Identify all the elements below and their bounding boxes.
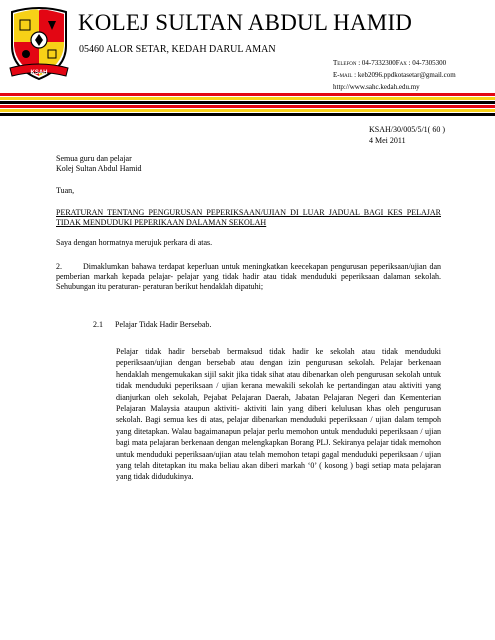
- reference-block: [369, 124, 445, 146]
- email-line: [333, 69, 456, 81]
- section-2-1-number: 2.1: [93, 320, 103, 329]
- letterhead-stripes: [0, 93, 495, 117]
- letterhead-stripe: [0, 101, 495, 104]
- paragraph-2-text: Dimaklumkan bahawa terdapat keperluan untuk meningkatkan keecekapan pengurusan peperiksaan/ujian dan pemberian markah kepada pelajar- pelajar yang tidak hadir atau tidak menduduki peperiksaan dalaman sekolah. Sehubungan itu peraturan- peraturan berikut hendaklah dipatuhi;: [56, 262, 441, 291]
- phone-fax-line: [333, 57, 456, 69]
- email-label: E-mail: [333, 71, 353, 79]
- letterhead-stripe: [0, 113, 495, 116]
- section-2-1-title: Pelajar Tidak Hadir Bersebab.: [115, 320, 212, 329]
- recipient-line-2: Kolej Sultan Abdul Hamid: [56, 164, 142, 173]
- letterhead-stripe: [0, 109, 495, 112]
- telefon-value: : 04-7332300: [356, 59, 396, 67]
- email-value: : keb2096.ppdkotasetar@gmail.com: [352, 71, 456, 79]
- letterhead-stripe: [0, 93, 495, 96]
- telefon-label: Telefon: [333, 59, 357, 67]
- fax-label: Fax: [395, 59, 407, 67]
- school-crest-logo: [8, 6, 70, 82]
- reference-number: KSAH/30/005/5/1( 60 ): [369, 125, 445, 134]
- website-line: http://www.sahc.kedah.edu.my: [333, 83, 420, 91]
- fax-value: : 04-7305300: [406, 59, 447, 67]
- letterhead-stripe: [0, 105, 495, 108]
- paragraph-2: [56, 262, 441, 292]
- contact-details: [333, 57, 456, 93]
- school-name: KOLEJ SULTAN ABDUL HAMID: [78, 10, 413, 35]
- recipient-line-1: Semua guru dan pelajar: [56, 154, 132, 163]
- paragraph-2-number: 2.: [56, 262, 62, 271]
- letter-subject: PERATURAN TENTANG PENGURUSAN PEPERIKSAAN/UJIAN DI LUAR JADUAL BAGI KES PELAJAR TIDAK MENDUDUKI PEPERIKAAN DALAMAN SEKOLAH: [56, 208, 441, 227]
- section-2-1-body: Pelajar tidak hadir bersebab bermaksud tidak hadir ke sekolah atau tidak menduduki peperiksaan/ujian dengan bersebab atau dengan izin pengurusan sekolah. Pelajar berkenaan hendaklah mengemukakan sijil sakit jika tidak sihat atau dibenarkan oleh pengurusan sekolah untuk tidak menduduki peperiksaan / ujian kerana mewakili sekolah ke pertandingan atau aktiviti yang dianjurkan oleh sekolah, Pejabat Pelajaran Daerah, Jabatan Pelajaran Negeri dan Kementerian Pelajaran Malaysia ataupun aktiviti- aktiviti lain yang diberi kelulusan khas oleh pengurusan sekolah. Bagi semua kes di atas, pelajar dibenarkan menduduki peperiksaan / ujian dalam tempoh yang ditetapkan. Walau bagaimanapun pelajar perlu memohon untuk menduduki peperiksaan / ujian bagi mata pelajaran berkenaan dengan melengkapkan Borang PLJ. Sekiranya pelajar tidak memohon untuk menduduki peperiksaan/ujian atau telah memohon tetapi gagal menduduki peperiksaan / ujian yang telah ditetapkan itu maka beliau akan diberi markah ‘0’ ( kosong ) bagi setiap mata pelajaran yang tidak didudukinya.: [116, 347, 441, 482]
- section-2-1-heading: [93, 320, 211, 329]
- svg-text:KSAH: KSAH: [30, 70, 48, 76]
- intro-sentence: Saya dengan hormatnya merujuk perkara di atas.: [56, 238, 213, 247]
- letterhead-stripe: [0, 97, 495, 100]
- letter-date: 4 Mei 2011: [369, 136, 406, 145]
- salutation: Tuan,: [56, 186, 75, 195]
- school-address: 05460 ALOR SETAR, KEDAH DARUL AMAN: [79, 44, 276, 55]
- recipient-block: [56, 154, 142, 174]
